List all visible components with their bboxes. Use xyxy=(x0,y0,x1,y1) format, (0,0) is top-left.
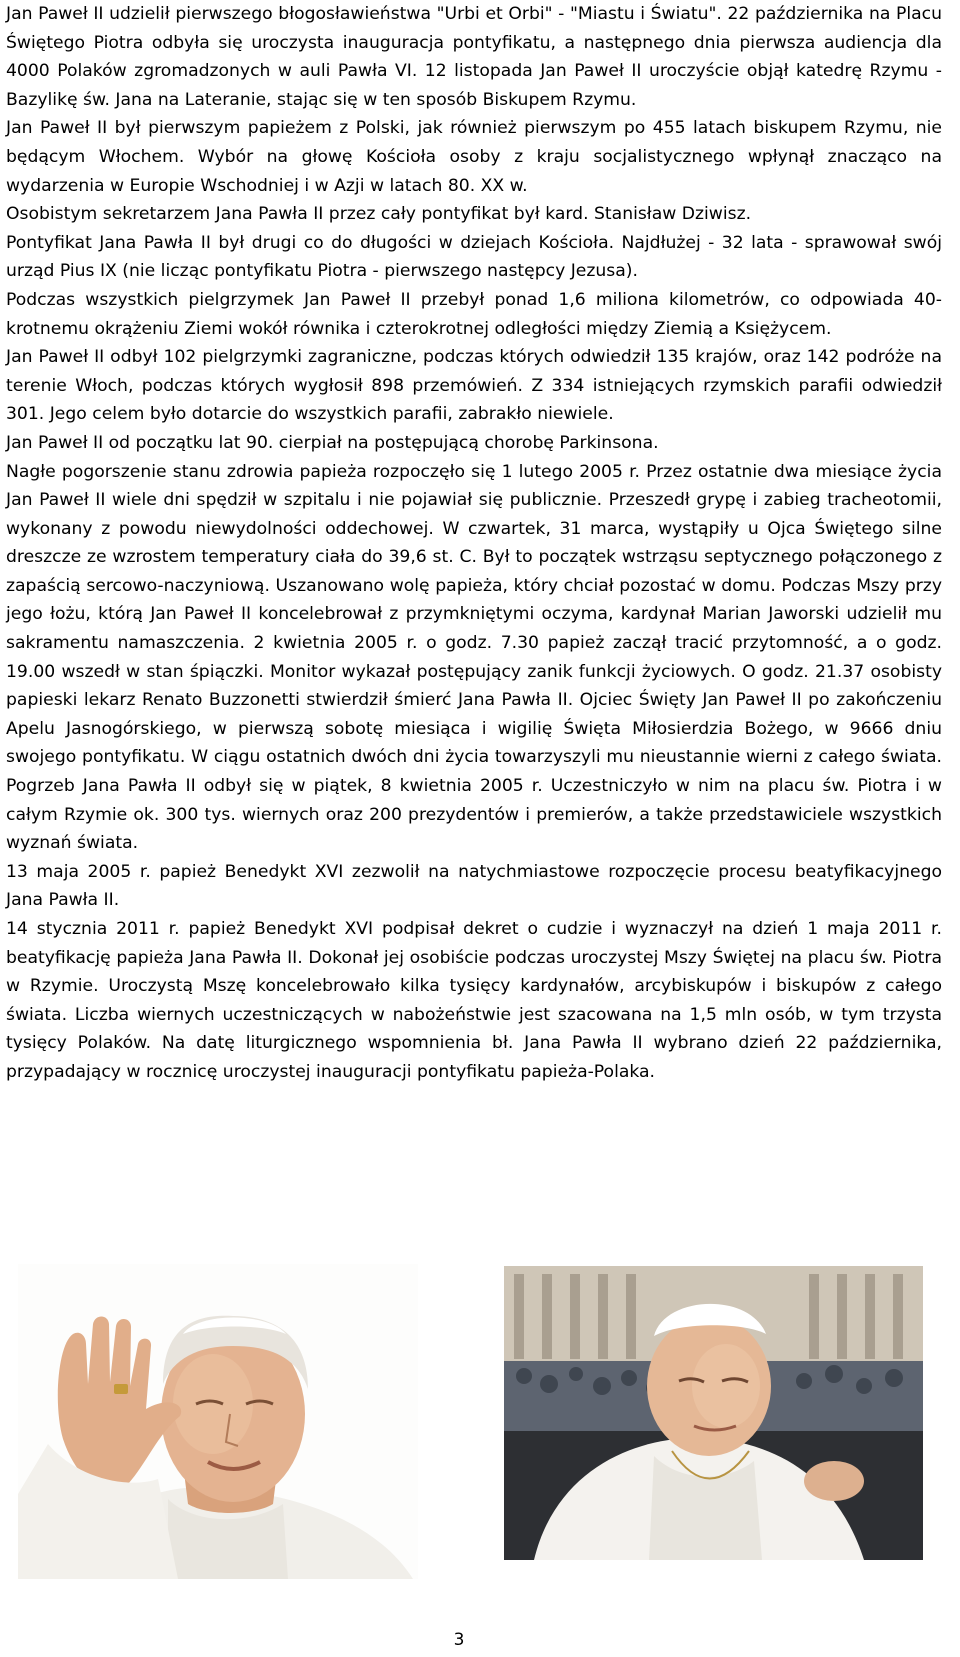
paragraph-secretary: Osobistym sekretarzem Jana Pawła II przez cały pontyfikat był kard. Stanisław Dziwisz. xyxy=(6,204,752,225)
paragraph-illness-and-death: Nagłe pogorszenie stanu zdrowia papieża rozpoczęło się 1 lutego 2005 r. Przez ostatnie dwa miesiące życia Jan Paweł II wiele dni spędził w szpitalu i nie pojawiał się publicznie. Przeszedł grypę i zabieg tracheotomii, wykonany z powodu niewydolności oddechowej. W czwartek, 31 marca, wystąpiły u Ojca Świętego silne dreszcze ze wzrostem temperatury ciała do 39,6 st. C. Był to początek wstrząsu septycznego połączonego z zapaścią sercowo-naczyniową. Uszanowano wolę papieża, który chciał pozostać w domu. Podczas Mszy przy jego łożu, którą Jan Paweł II koncelebrował z przymkniętymi oczyma, kardynał Marian Jaworski udzielił mu sakramentu namaszczenia. 2 kwietnia 2005 r. o godz. 7.30 papież zaczął tracić przytomność, a o godz. 19.00 wszedł w stan śpiączki. Monitor wykazał postępujący zanik funkcji życiowych. O godz. 21.37 osobisty papieski lekarz Renato Buzzonetti stwierdził śmierć Jana Pawła II. Ojciec Święty Jan Paweł II po zakończeniu Apelu Jasnogórskiego, w pierwszą sobotę miesiąca i wigilię Święta Miłosierdzia Bożego, w 9666 dniu swojego pontyfikatu. W ciągu ostatnich dwóch dni życia towarzyszyli mu nieustannie wierni z całego świata. Pogrzeb Jana Pawła II odbył się w piątek, 8 kwietnia 2005 r. Uczestniczyło w nim na placu św. Piotra i w całym Rzymie ok. 300 tys. wiernych oraz 200 prezydentów i premierów, a także przedstawiciele wszystkich wyznań świata. xyxy=(6,461,942,854)
paragraph-beatification: 14 stycznia 2011 r. papież Benedykt XVI podpisał dekret o cudzie i wyznaczył na dzień 1 maja 2011 r. beatyfikację papieża Jana Pawła II. Dokonał jej osobiście podczas uroczystej Mszy Świętej na placu św. Piotra w Rzymie. Uroczystą Mszę koncelebrowało kilka tysięcy kardynałów, arcybiskupów i biskupów z całego świata. Liczba wiernych uczestniczących w nabożeństwie jest szacowana na 1,5 mln osób, w tym trzysta tysięcy Polaków. Na datę liturgicznego wspomnienia bł. Jana Pawła II wybrano dzień 22 października, przypadający w rocznicę uroczystej inauguracji pontyfikatu papieża-Polaka. xyxy=(6,919,942,1082)
page-number: 3 xyxy=(453,1630,465,1650)
paragraph-pontificate-length: Pontyfikat Jana Pawła II był drugi co do długości w dziejach Kościoła. Najdłużej - 32 lata - sprawował swój urząd Pius IX (nie licząc pontyfikatu Piotra - pierwszego następcy Jezusa). xyxy=(6,232,942,282)
photo-pope-waving-image xyxy=(18,1264,418,1579)
photo-pope-st-peters-square xyxy=(504,1266,923,1560)
paragraph-beatification-process: 13 maja 2005 r. papież Benedykt XVI zezwolił na natychmiastowe rozpoczęcie procesu beatyfikacyjnego Jana Pawła II. xyxy=(6,861,942,911)
paragraph-pilgrimage-distance: Podczas wszystkich pielgrzymek Jan Paweł II przebył ponad 1,6 miliona kilometrów, co odpowiada 40-krotnemu okrążeniu Ziemi wokół równika i czterokrotnej odległości między Ziemią a Księżycem. xyxy=(6,289,942,339)
paragraph-urbi-et-orbi: Jan Paweł II udzielił pierwszego błogosławieństwa "Urbi et Orbi" - "Miastu i Światu". 22 października na Placu Świętego Piotra odbyła się uroczysta inauguracja pontyfikatu, a następnego dnia pierwsza audiencja dla 4000 Polaków zgromadzonych w auli Pawła VI. 12 listopada Jan Paweł II uroczyście objął katedrę Rzymu - Bazylikę św. Jana na Lateranie, stając się w ten sposób Biskupem Rzymu. xyxy=(6,4,942,110)
paragraph-parkinson: Jan Paweł II od początku lat 90. cierpiał na postępującą chorobę Parkinsona. xyxy=(6,432,659,453)
document-page xyxy=(4,0,944,1657)
photo-pope-waving xyxy=(18,1264,418,1579)
paragraph-pilgrimages: Jan Paweł II odbył 102 pielgrzymki zagraniczne, podczas których odwiedził 135 krajów, oraz 142 podróże na terenie Włoch, podczas których wygłosił 898 przemówień. Z 334 istniejących rzymskich parafii odwiedził 301. Jego celem było dotarcie do wszystkich parafii, zabrakło niewiele. xyxy=(6,347,942,425)
document-body xyxy=(6,0,942,1087)
paragraph-first-polish-pope: Jan Paweł II był pierwszym papieżem z Polski, jak również pierwszym po 455 latach biskupem Rzymu, nie będącym Włochem. Wybór na głowę Kościoła osoby z kraju socjalistycznego wpłynął znacząco na wydarzenia w Europie Wschodniej i w Azji w latach 80. XX w. xyxy=(6,118,942,196)
photo-pope-square-image xyxy=(504,1266,923,1560)
